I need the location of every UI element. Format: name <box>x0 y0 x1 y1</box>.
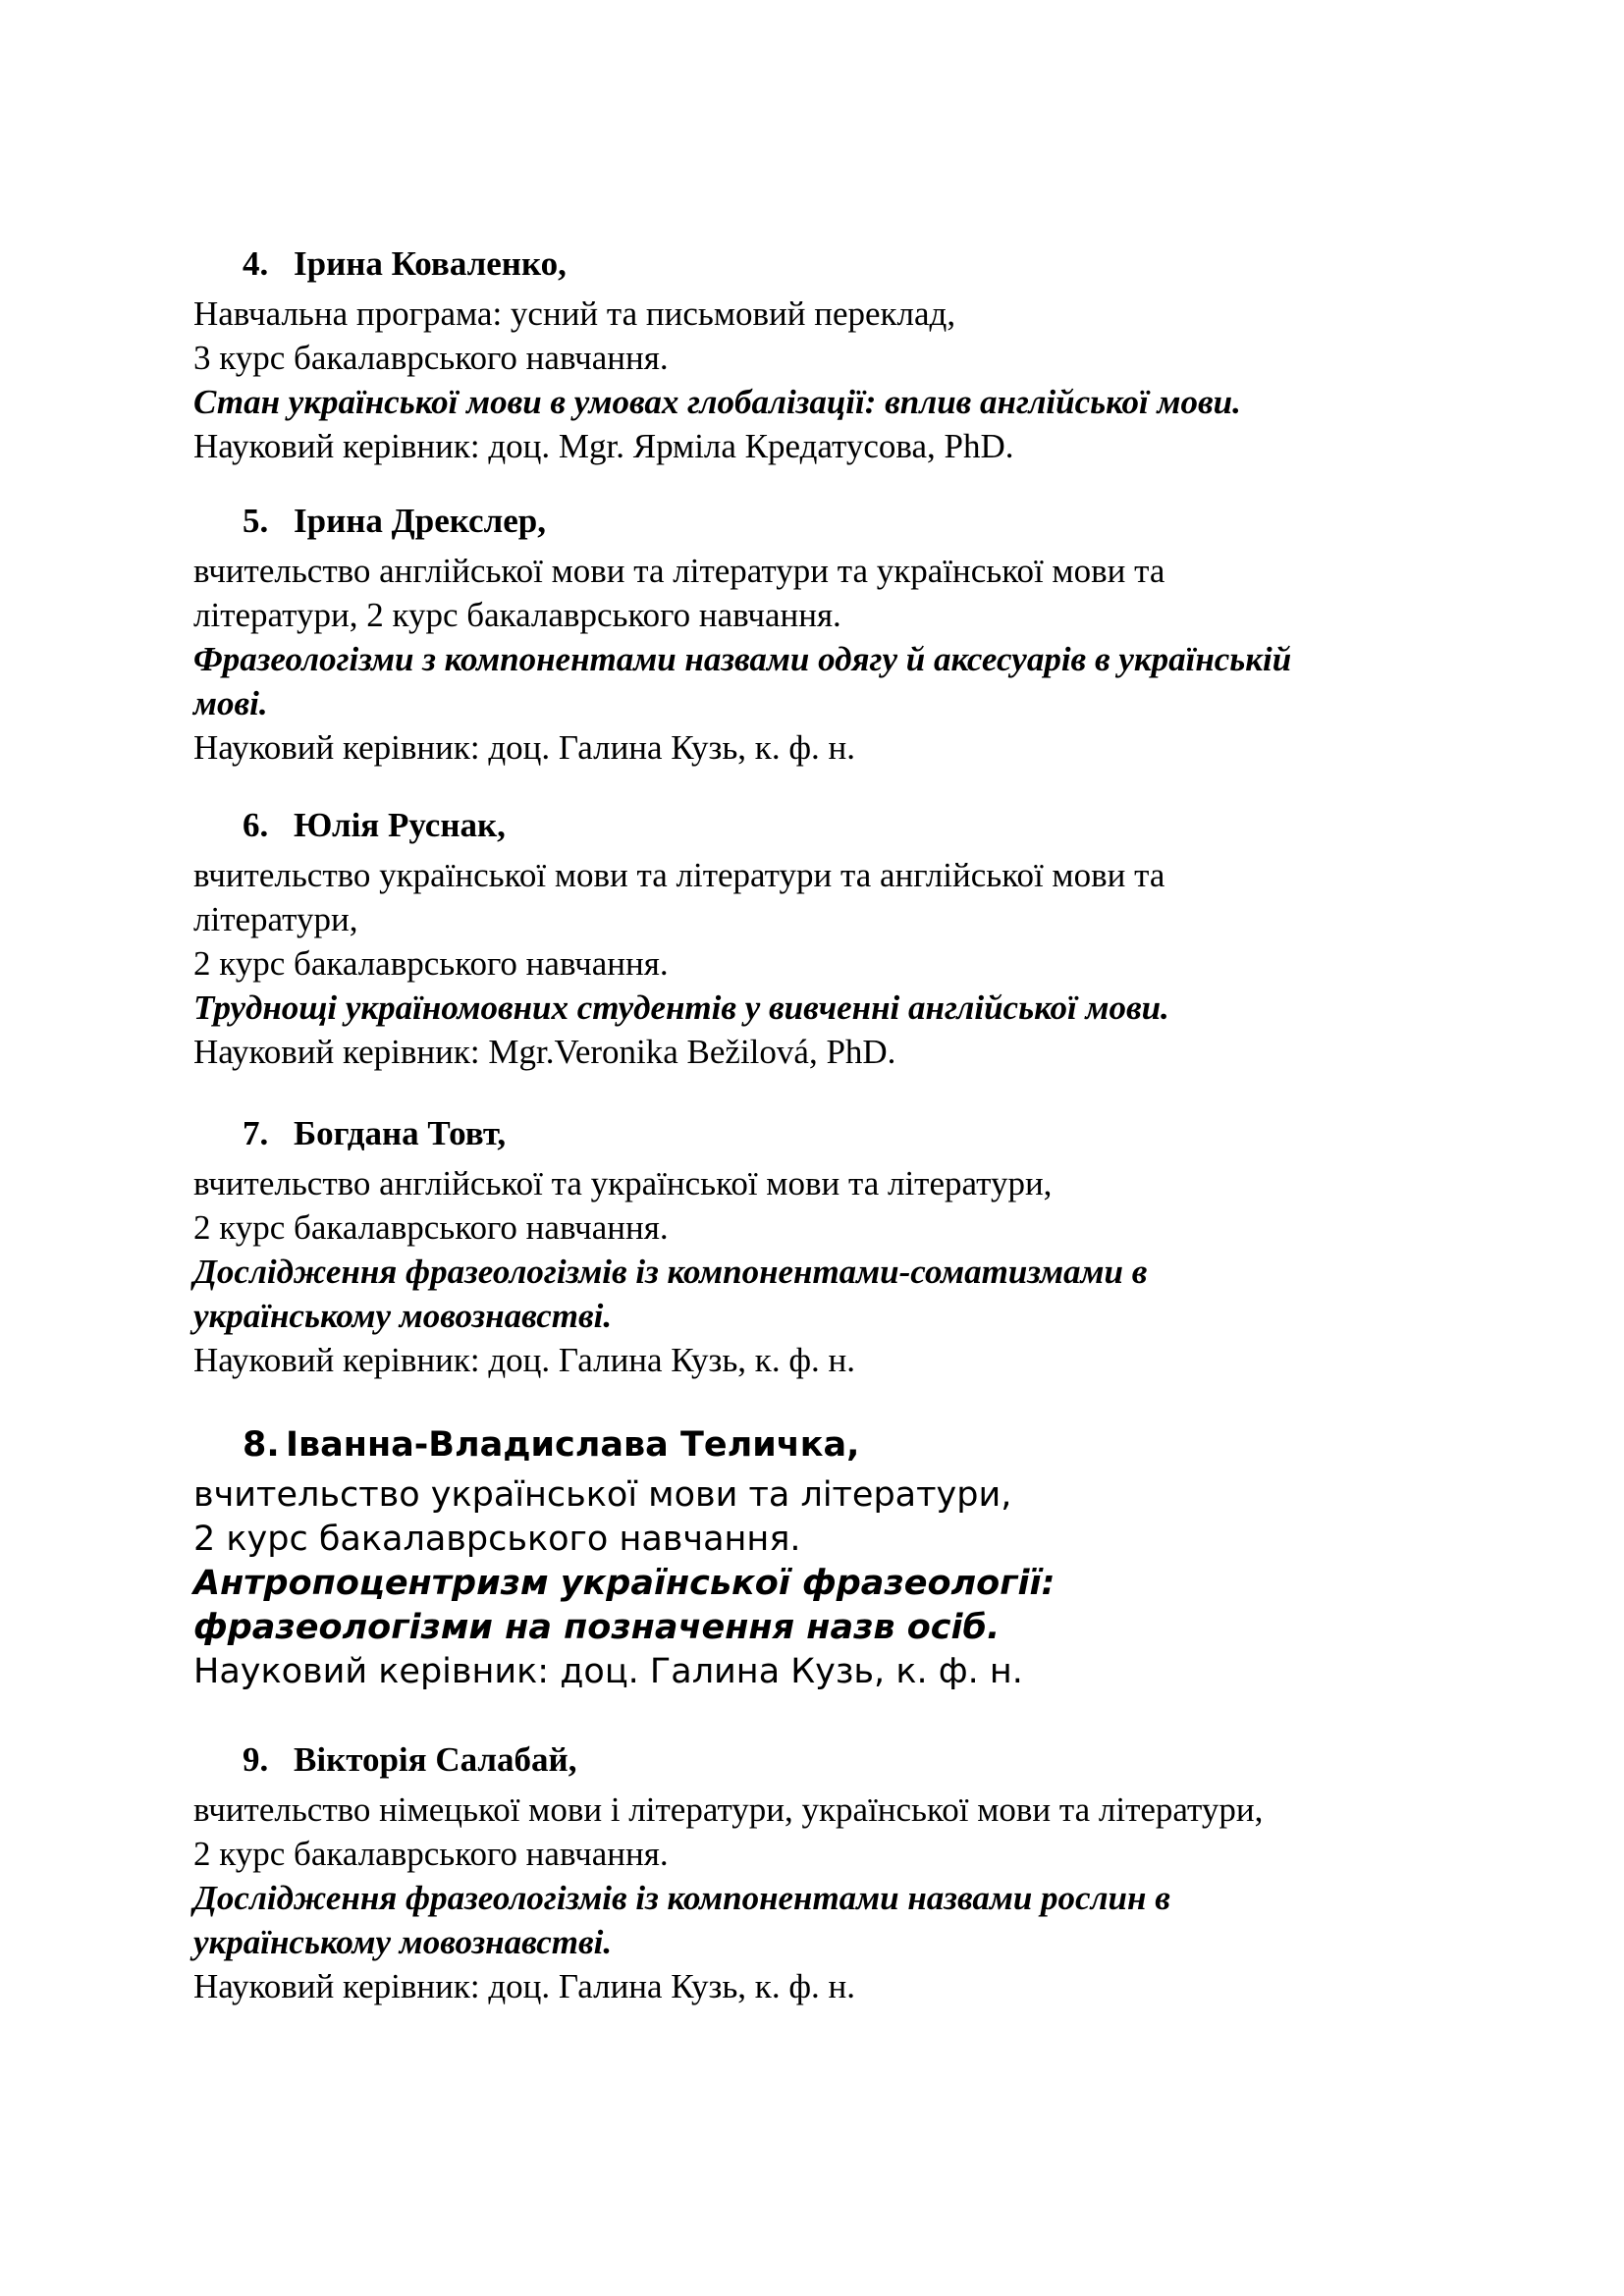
thesis-title: Антропоцентризм української фразеології: <box>193 1564 1056 1603</box>
supervisor: Науковий керівник: доц. Галина Кузь, к. ф. н. <box>193 1652 1023 1691</box>
student-name: Іванна-Владислава Теличка, <box>286 1425 860 1465</box>
thesis-title: Труднощі україномовних студентів у вивченні англійської мови. <box>193 988 1169 1027</box>
program-line: 2 курс бакалаврського навчання. <box>193 1520 801 1559</box>
entry-4 <box>193 241 1470 468</box>
entry-heading <box>193 1423 1470 1468</box>
thesis-title: українському мовознавстві. <box>193 1923 613 1961</box>
program-line: 2 курс бакалаврського навчання. <box>193 1835 669 1873</box>
entry-heading <box>193 499 1470 543</box>
student-name: Вікторія Салабай, <box>294 1740 577 1779</box>
entry-heading <box>193 1111 1470 1155</box>
program-line: вчительство англійської та української мови та літератури, <box>193 1164 1053 1202</box>
entry-heading <box>193 241 1470 286</box>
program-line: вчительство української мови та літератури, <box>193 1475 1012 1515</box>
entry-heading <box>193 1737 1470 1782</box>
thesis-title: Дослідження фразеологізмів із компонентами-соматизмами в <box>193 1253 1148 1291</box>
supervisor: Науковий керівник: доц. Галина Кузь, к. ф. н. <box>193 1341 855 1379</box>
program-line: літератури, <box>193 900 358 938</box>
student-name: Ірина Коваленко, <box>294 244 567 283</box>
program-line: літератури, 2 курс бакалаврського навчання. <box>193 596 841 634</box>
program-line: 3 курс бакалаврського навчання. <box>193 339 669 377</box>
supervisor: Науковий керівник: Mgr.Veronika Bežilová, PhD. <box>193 1033 896 1071</box>
supervisor: Науковий керівник: доц. Галина Кузь, к. ф. н. <box>193 1967 855 2005</box>
entry-7 <box>193 1111 1470 1382</box>
entry-heading <box>193 803 1470 847</box>
program-line: 2 курс бакалаврського навчання. <box>193 1208 669 1247</box>
student-name: Богдана Товт, <box>294 1114 507 1152</box>
supervisor: Науковий керівник: доц. Mgr. Ярміла Кредатусова, PhD. <box>193 427 1014 465</box>
entry-number: 6. <box>243 806 269 844</box>
entry-number: 9. <box>243 1740 269 1779</box>
entry-6 <box>193 803 1470 1074</box>
program-line: 2 курс бакалаврського навчання. <box>193 944 669 983</box>
thesis-title: Стан української мови в умовах глобалізації: вплив англійської мови. <box>193 383 1241 421</box>
entry-9 <box>193 1737 1470 2008</box>
thesis-title: Дослідження фразеологізмів із компонентами назвами рослин в <box>193 1879 1170 1917</box>
program-line: вчительство німецької мови і літератури, української мови та літератури, <box>193 1790 1264 1829</box>
entry-5 <box>193 499 1470 770</box>
entry-number: 8. <box>243 1425 280 1465</box>
student-name: Юлія Руснак, <box>294 806 506 844</box>
thesis-title: мові. <box>193 684 268 722</box>
supervisor: Науковий керівник: доц. Галина Кузь, к. ф. н. <box>193 728 855 767</box>
entry-number: 5. <box>243 502 269 540</box>
program-line: вчительство української мови та літератури та англійської мови та <box>193 856 1165 894</box>
thesis-title: фразеологізми на позначення назв осіб. <box>193 1608 1001 1647</box>
program-line: вчительство англійської мови та літератури та української мови та <box>193 552 1165 590</box>
program-line: Навчальна програма: усний та письмовий переклад, <box>193 294 956 333</box>
entry-8 <box>193 1423 1470 1694</box>
student-name: Ірина Дрекслер, <box>294 502 546 540</box>
entry-number: 7. <box>243 1114 269 1152</box>
entry-number: 4. <box>243 244 269 283</box>
thesis-title: українському мовознавстві. <box>193 1297 613 1335</box>
thesis-title: Фразеологізми з компонентами назвами одягу й аксесуарів в українській <box>193 640 1292 678</box>
